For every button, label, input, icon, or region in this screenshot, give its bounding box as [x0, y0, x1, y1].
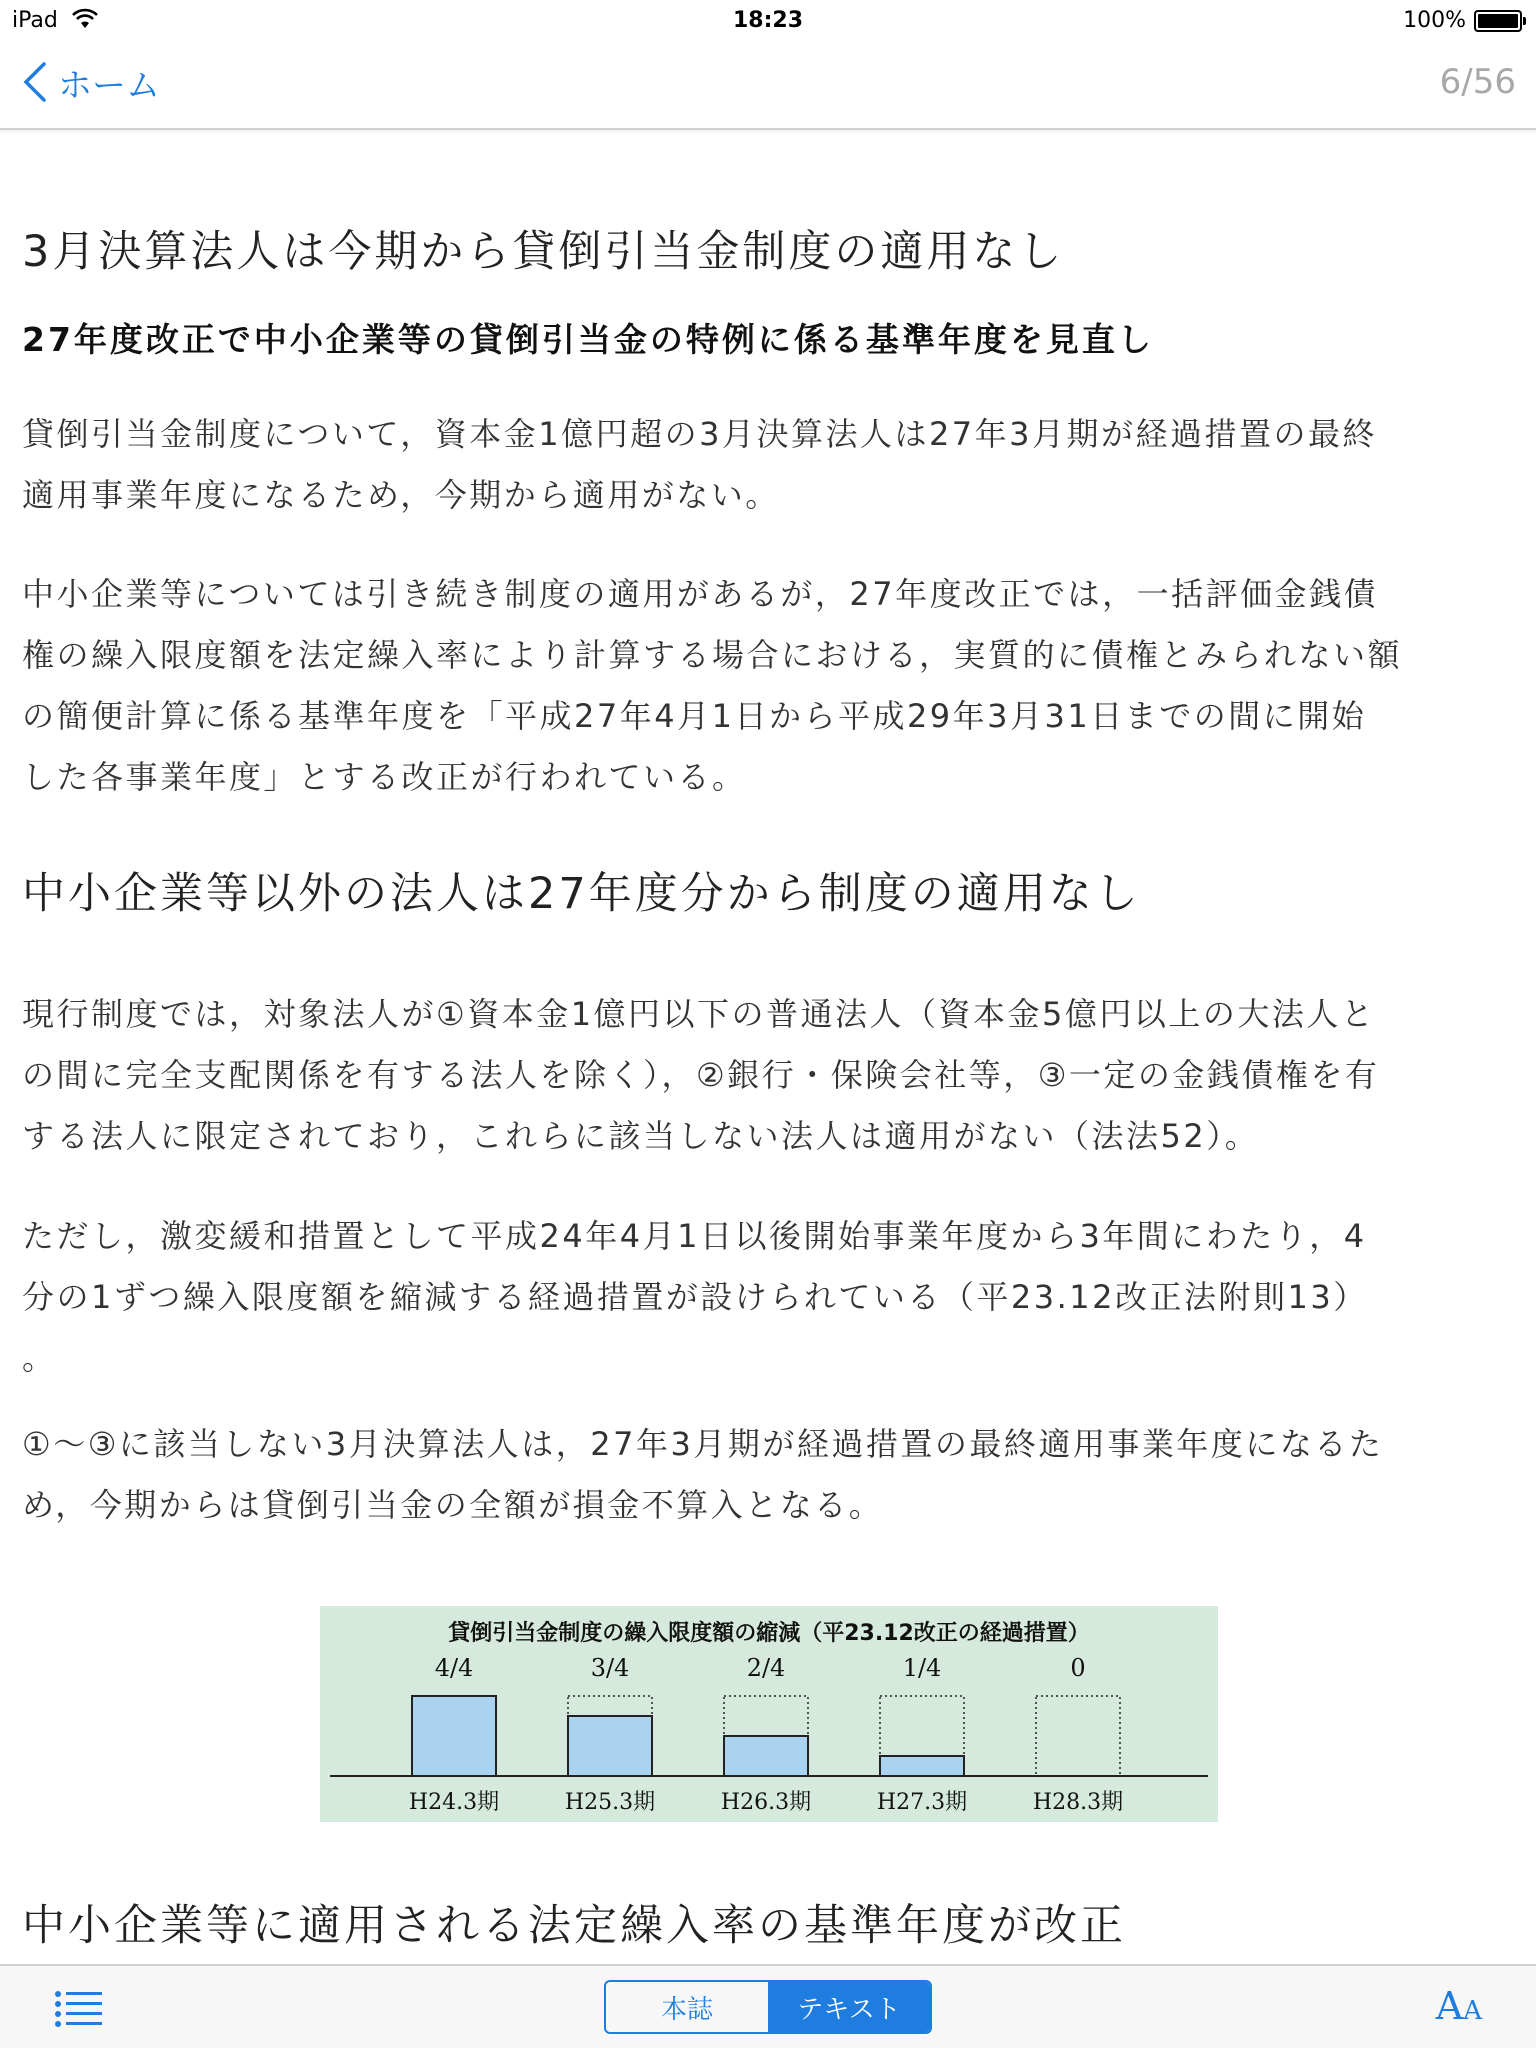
chart-value-label: 4/4: [434, 1654, 474, 1682]
segment-magazine[interactable]: 本誌: [660, 1994, 713, 2025]
list-icon[interactable]: [54, 1988, 104, 2028]
chart-value-label: 0: [1070, 1654, 1086, 1682]
paragraph-line: 適用事業年度になるため，今期から適用がない。: [22, 476, 780, 514]
section-heading-1: 3月決算法人は今期から貸倒引当金制度の適用なし: [22, 227, 1065, 277]
paragraph-line: 分の1ずつ繰入限度額を縮減する経過措置が設けられている（平23.12改正法附則13）: [22, 1278, 1368, 1316]
paragraph-line: 権の繰入限度額を法定繰入率により計算する場合における，実質的に債権とみられない額: [22, 636, 1403, 674]
chart-category-label: H26.3期: [720, 1790, 812, 1815]
section-subheading: 27年度改正で中小企業等の貸倒引当金の特例に係る基準年度を見直し: [22, 320, 1154, 359]
paragraph-line: 。: [22, 1339, 57, 1377]
font-size-button[interactable]: [1436, 1984, 1482, 2028]
chart-bar: [724, 1736, 808, 1776]
back-label: ホーム: [58, 65, 160, 106]
chart-bar: [880, 1756, 964, 1776]
chart-value-label: 1/4: [902, 1654, 942, 1682]
paragraph-1: [22, 404, 1514, 526]
page-counter: 6/56: [1439, 62, 1516, 102]
paragraph-line: め，今期からは貸倒引当金の全額が損金不算入となる。: [22, 1486, 884, 1524]
paragraph-line: ①～③に該当しない3月決算法人は，27年3月期が経過措置の最終適用事業年度になるた: [22, 1425, 1384, 1463]
paragraph-5: [22, 1414, 1514, 1536]
font-size-large-glyph: A: [1435, 1984, 1464, 2028]
paragraph-4: [22, 1206, 1514, 1389]
reduction-chart: [320, 1606, 1218, 1822]
paragraph-3: [22, 984, 1514, 1167]
clock: 18:23: [732, 8, 804, 33]
chart-category-label: H24.3期: [408, 1790, 500, 1815]
chart-value-label: 3/4: [590, 1654, 630, 1682]
article-content[interactable]: [0, 130, 1536, 1964]
navigation-bar: [0, 40, 1536, 130]
status-bar: [0, 0, 1536, 40]
chart-capacity-outline: [1036, 1696, 1120, 1776]
paragraph-line: の簡便計算に係る基準年度を「平成27年4月1日から平成29年3月31日までの間に開始: [22, 697, 1367, 735]
paragraph-line: の間に完全支配関係を有する法人を除く），②銀行・保険会社等，③一定の金銭債権を有: [22, 1056, 1380, 1094]
section-heading-3: 中小企業等に適用される法定繰入率の基準年度が改正: [22, 1901, 1126, 1951]
back-button[interactable]: [18, 60, 160, 104]
chart-title: 貸倒引当金制度の繰入限度額の縮減（平23.12改正の経過措置）: [448, 1621, 1090, 1646]
segment-text[interactable]: テキスト: [768, 1982, 930, 2032]
paragraph-line: 現行制度では，対象法人が①資本金1億円以下の普通法人（資本金5億円以上の大法人と: [22, 995, 1376, 1033]
paragraph-line: ただし，激変緩和措置として平成24年4月1日以後開始事業年度から3年間にわたり，4: [22, 1217, 1367, 1255]
chart-canvas: [320, 1606, 1218, 1822]
chart-category-label: H27.3期: [876, 1790, 968, 1815]
device-name: iPad: [12, 8, 58, 33]
chart-bar: [568, 1716, 652, 1776]
chevron-left-icon: [18, 60, 58, 104]
view-mode-segmented-control[interactable]: [604, 1980, 932, 2034]
paragraph-2: [22, 564, 1514, 808]
chart-category-label: H25.3期: [564, 1790, 656, 1815]
paragraph-line: する法人に限定されており，これらに該当しない法人は適用がない（法法52）。: [22, 1117, 1260, 1155]
chart-value-label: 2/4: [746, 1654, 786, 1682]
paragraph-line: した各事業年度」とする改正が行われている。: [22, 758, 747, 796]
font-size-small-glyph: A: [1463, 1996, 1482, 2026]
paragraph-line: 中小企業等については引き続き制度の適用があるが，27年度改正では，一括評価金銭債: [22, 575, 1379, 613]
bottom-toolbar: [0, 1964, 1536, 2048]
chart-bar: [412, 1696, 496, 1776]
battery-icon: [1474, 10, 1522, 32]
section-heading-2: 中小企業等以外の法人は27年度分から制度の適用なし: [22, 869, 1141, 919]
chart-category-label: H28.3期: [1032, 1790, 1124, 1815]
battery-percent: 100%: [1403, 8, 1466, 33]
paragraph-line: 貸倒引当金制度について，資本金1億円超の3月決算法人は27年3月期が経過措置の最終: [22, 415, 1378, 453]
